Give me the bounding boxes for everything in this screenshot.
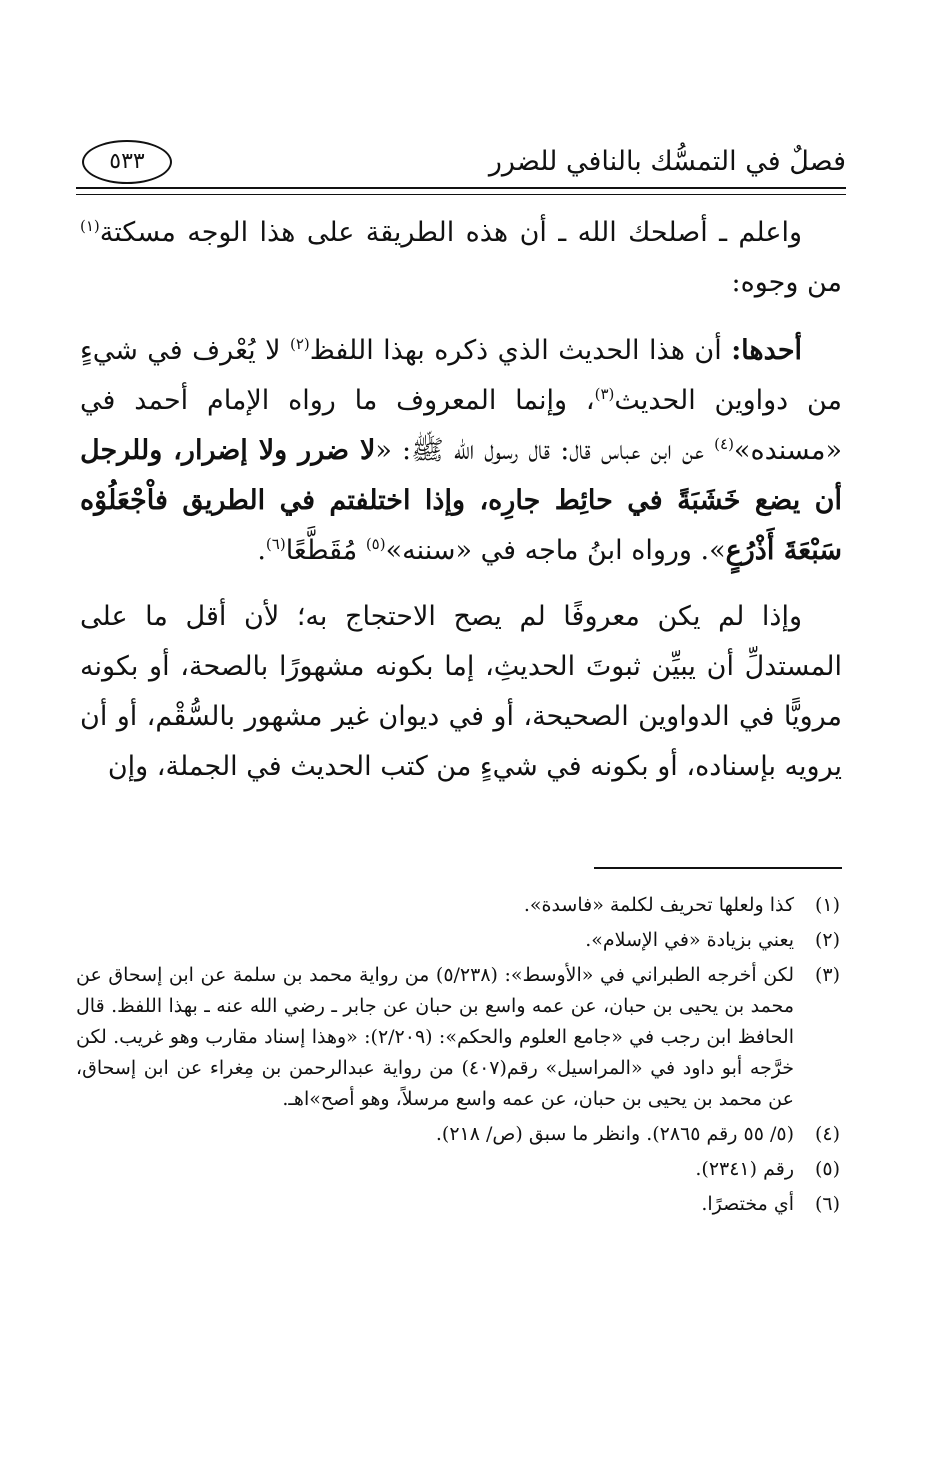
running-header [76,140,846,184]
footnote-text: كذا ولعلها تحريف لكلمة «فاسدة». [523,894,794,916]
hadith-text: لا ضرر ولا إضرار، وللرجل أن يضع خَشَبَةً في حائِط جارِه، وإذا اختلفتم في الطريق فاْجْعَلُوْه سَبْعَةَ أَذْرُعٍ [80,435,842,566]
footnote-6 [76,1189,846,1220]
paragraph-2-text-a: أن هذا الحديث الذي ذكره بهذا اللفظ [309,335,732,366]
footnote-ref-2: (٢) [289,335,310,353]
footnotes [76,890,846,1224]
footnote-text: رقم (٢٣٤١). [695,1158,794,1180]
paragraph-2-text-d: عن ابن عباس قال: قال رسول الله ﷺ: « [375,435,715,466]
main-text [80,208,842,808]
footnote-ref-4: (٤) [714,435,734,453]
footnote-ref-3: (٣) [594,385,615,403]
header-rule [76,187,846,195]
footnote-text: يعني بزيادة «في الإسلام». [585,929,794,951]
footnote-3 [76,960,846,1115]
footnote-number: (٦) [814,1193,840,1215]
footnote-1 [76,890,846,921]
footnote-text: (٥/ ٥٥ رقم ٢٨٦٥). وانظر ما سبق (ص/ ٢١٨). [435,1123,794,1145]
paragraph-2-text-e: ». ورواه ابنُ ماجه في «سننه» [385,535,726,566]
paragraph-1-text-b: من وجوه: [731,267,842,298]
footnote-5 [76,1154,846,1185]
paragraph-2-text-c: ، وإنما المعروف ما رواه الإمام أحمد في «مسنده» [80,385,842,466]
paragraph-2-text-f: مُقَطَّعًا [285,535,366,566]
footnote-2 [76,925,846,956]
footnote-number: (٣) [814,964,840,986]
footnote-number: (٢) [814,929,840,951]
paragraph-2 [80,326,842,576]
chapter-title: فصلٌ في التمسُّك بالنافي للضرر [488,146,846,177]
footnote-number: (١) [814,894,840,916]
paragraph-3: وإذا لم يكن معروفًا لم يصح الاحتجاج به؛ لأن أقل ما على المستدلِّ أن يبيِّن ثبوتَ الحديثِ، إما بكونه مشهورًا بالصحة، أو بكونه مرويًّا في الدواوين الصحيحة، أو في ديوان غير مشهور بالسُّقْم، أو أن يرويه بإسناده، أو بكونه في شيءٍ من كتب الحديث في الجملة، وإن [80,601,842,782]
paragraph-1 [80,208,842,308]
paragraph-1-text-a: واعلم ـ أصلحك الله ـ أن هذه الطريقة على هذا الوجه مسكتة [99,217,802,248]
paragraph-2-text-b: لا يُعْرف في شيءٍ من دواوين الحديث [80,335,842,416]
footnote-number: (٤) [814,1123,840,1145]
page-number-badge: ٥٣٣ [82,140,172,184]
footnote-separator [594,867,842,869]
footnote-number: (٥) [814,1158,840,1180]
footnote-text: أي مختصرًا. [701,1193,794,1215]
footnote-ref-6: (٦) [265,535,286,553]
footnote-ref-1: (١) [80,217,100,235]
footnote-ref-5: (٥) [365,535,386,553]
footnote-4 [76,1119,846,1150]
footnote-text: لكن أخرجه الطبراني في «الأوسط»: (٥/٢٣٨) من رواية محمد بن سلمة عن ابن إسحاق عن محمد بن يحيى بن حبان، عن عمه واسع بن حبان عن جابر ـ رضي الله عنه ـ بهذا اللفظ. قال الحافظ ابن رجب في «جامع العلوم والحكم»: (٢/٢٠٩): «وهذا إسناد مقارب وهو غريب. لكن خرَّجه أبو داود في «المراسيل» رقم(٤٠٧) من رواية عبدالرحمن بن مِغراء عن ابن إسحاق، عن محمد بن يحيى بن حبان، عن عمه واسع مرسلاً، وهو أصح»اهـ. [76,964,795,1110]
lead-word: أحدها: [731,335,803,366]
paragraph-2-text-g: . [257,535,266,566]
